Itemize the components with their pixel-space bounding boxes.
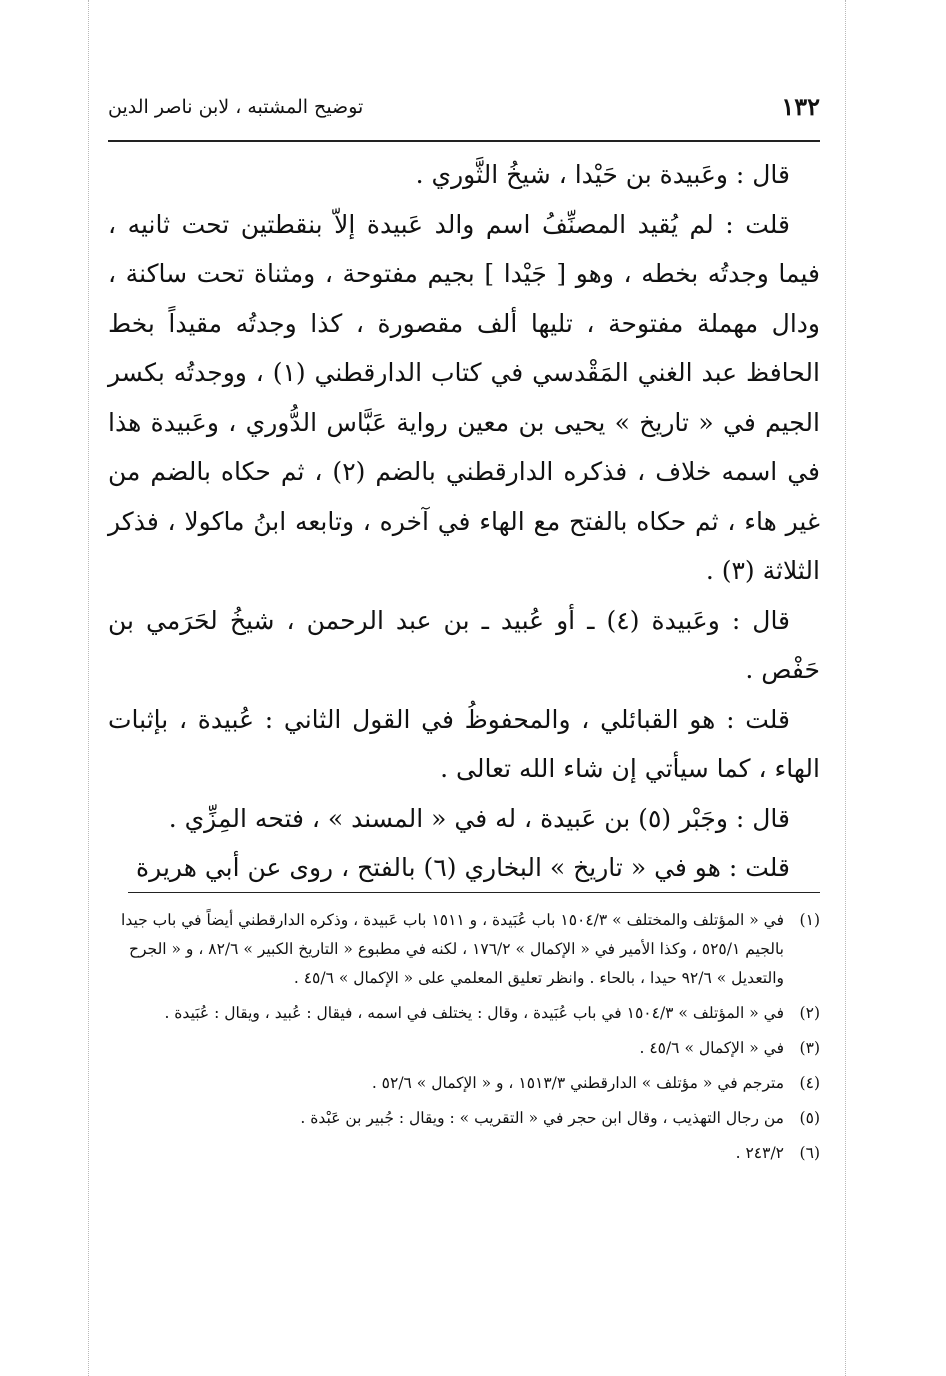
footnote-text: في « المؤتلف والمختلف » ١٥٠٤/٣ باب عُبَيدة ، و ١٥١١ باب عَبيدة ، وذكره الدارقطني أيضاً في باب جيدا بالجيم ٥٢٥/١ ، وكذا الأمير في « الإكمال » ١٧٦/٢ ، لكنه في مطبوع « التاريخ الكبير » ٨٢/٦ ، و « الجرح والتعديل » ٩٢/٦ حيدا ، بالحاء . وانظر تعليق المعلمي على « الإكمال » ٤٥/٦ . xyxy=(121,911,784,987)
page-number: ١٣٢ xyxy=(781,92,820,121)
paragraph: قلت : هو في « تاريخ » البخاري (٦) بالفتح ، روى عن أبي هريرة xyxy=(136,853,790,882)
footnote xyxy=(120,1034,820,1063)
main-text xyxy=(108,150,820,893)
footnote-number: (١) xyxy=(799,911,820,929)
paragraph: قال : وعَبيدة بن حَيْدا ، شيخُ الثَّوري . xyxy=(415,160,790,189)
footnote-number: (٦) xyxy=(799,1144,820,1162)
footnote xyxy=(120,1069,820,1098)
page-header xyxy=(108,92,820,132)
footnote-separator xyxy=(128,892,820,893)
header-rule xyxy=(108,140,820,142)
footnote xyxy=(120,906,820,993)
footnote xyxy=(120,1104,820,1133)
paragraph: قلت : لم يُقيد المصنِّفُ اسم والد عَبيدة إلاّ بنقطتين تحت ثانيه ، فيما وجدتُه بخطه ، وهو [ جَيْدا ] بجيم مفتوحة ، ومثناة تحت ساكنة ، ودال مهملة مفتوحة ، تليها ألف مقصورة ، كذا وجدتُه مقيداً بخط الحافظ عبد الغني المَقْدسي في كتاب الدارقطني (١) ، ووجدتُه بكسر الجيم في « تاريخ » يحيى بن معين رواية عَبَّاس الدُّوري ، وعَبيدة هذا في اسمه خلاف ، فذكره الدارقطني بالضم (٢) ، ثم حكاه بالضم من غير هاء ، ثم حكاه بالفتح مع الهاء في آخره ، وتابعه ابنُ ماكولا ، فذكر الثلاثة (٣) . xyxy=(108,209,820,585)
footnote-number: (٣) xyxy=(799,1039,820,1057)
scan-dotted-line xyxy=(845,0,846,1376)
footnote xyxy=(120,1139,820,1168)
paragraph: قال : وجَبْر (٥) بن عَبيدة ، له في « المسند » ، فتحه المِزِّي . xyxy=(168,803,790,833)
footnote-text: في « الإكمال » ٤٥/٦ . xyxy=(639,1039,784,1057)
footnote-number: (٥) xyxy=(799,1109,820,1127)
footnote-text: في « المؤتلف » ١٥٠٤/٣ في باب عُبَيدة ، وقال : يختلف في اسمه ، فيقال : عُبيد ، ويقال : عُبَيدة . xyxy=(164,1004,784,1022)
footnote-number: (٢) xyxy=(799,1004,820,1022)
paragraph: قال : وعَبيدة (٤) ـ أو عُبيد ـ بن عبد الرحمن ، شيخُ لحَرَمي بن حَفْص . xyxy=(108,605,820,684)
footnote-text: ٢٤٣/٢ . xyxy=(735,1144,784,1162)
footnote-text: من رجال التهذيب ، وقال ابن حجر في « التقريب » : ويقال : جُبير بن عَبْدة . xyxy=(300,1109,784,1127)
footnote-text: مترجم في « مؤتلف » الدارقطني ١٥١٣/٣ ، و « الإكمال » ٥٢/٦ . xyxy=(371,1074,784,1092)
paragraph: قلت : هو القبائلي ، والمحفوظُ في القول الثاني : عُبيدة ، بإثبات الهاء ، كما سيأتي إن شاء الله تعالى . xyxy=(108,704,820,783)
footnote xyxy=(120,999,820,1028)
footnotes xyxy=(120,906,820,1174)
footnote-number: (٤) xyxy=(799,1074,820,1092)
running-title: توضيح المشتبه ، لابن ناصر الدين xyxy=(108,96,364,118)
scan-dotted-line xyxy=(88,0,89,1376)
